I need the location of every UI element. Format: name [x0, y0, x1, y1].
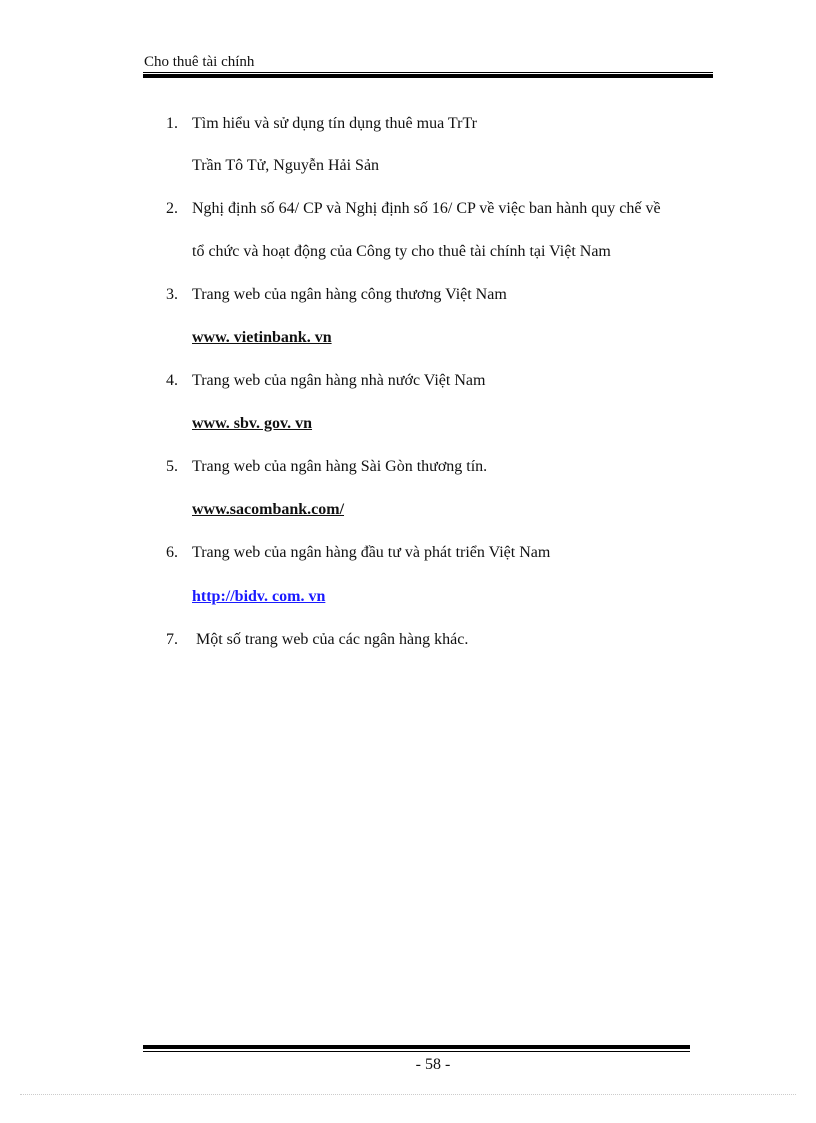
- reference-6-number: 6.: [166, 544, 178, 561]
- reference-3-title: Trang web của ngân hàng công thương Việt Nam: [192, 286, 507, 303]
- reference-7-number: 7.: [166, 631, 178, 648]
- reference-4-title: Trang web của ngân hàng nhà nước Việt Nam: [192, 372, 486, 389]
- reference-2-line-2: tổ chức và hoạt động của Công ty cho thuê tài chính tại Việt Nam: [192, 243, 611, 260]
- reference-1-title: Tìm hiểu và sử dụng tín dụng thuê mua TrTr: [192, 115, 477, 132]
- footer-rule-thick: [143, 1045, 690, 1049]
- reference-6-link[interactable]: http://bidv. com. vn: [192, 588, 326, 605]
- reference-5-link[interactable]: www.sacombank.com/: [192, 501, 345, 518]
- reference-1-authors: Trần Tô Tử, Nguyễn Hải Sản: [192, 157, 380, 174]
- reference-2-line-1: Nghị định số 64/ CP và Nghị định số 16/ CP về việc ban hành quy chế về: [192, 200, 661, 217]
- page-number: - 58 -: [415, 1056, 451, 1073]
- reference-2-number: 2.: [166, 200, 178, 217]
- reference-1-number: 1.: [166, 115, 178, 132]
- reference-5-title: Trang web của ngân hàng Sài Gòn thương tín.: [192, 458, 488, 475]
- header-rule-thick: [143, 74, 713, 78]
- reference-4-link[interactable]: www. sbv. gov. vn: [192, 415, 313, 432]
- footer-rule-thin: [143, 1051, 690, 1052]
- reference-3-number: 3.: [166, 286, 178, 303]
- reference-3-link[interactable]: www. vietinbank. vn: [192, 329, 332, 346]
- reference-5-number: 5.: [166, 458, 178, 475]
- reference-7-title: Một số trang web của các ngân hàng khác.: [196, 631, 469, 648]
- page-bottom-dotted-edge: [20, 1094, 796, 1095]
- running-header-title: Cho thuê tài chính: [144, 54, 255, 70]
- header-rule-thin: [143, 72, 713, 73]
- reference-6-title: Trang web của ngân hàng đầu tư và phát triển Việt Nam: [192, 544, 551, 561]
- reference-4-number: 4.: [166, 372, 178, 389]
